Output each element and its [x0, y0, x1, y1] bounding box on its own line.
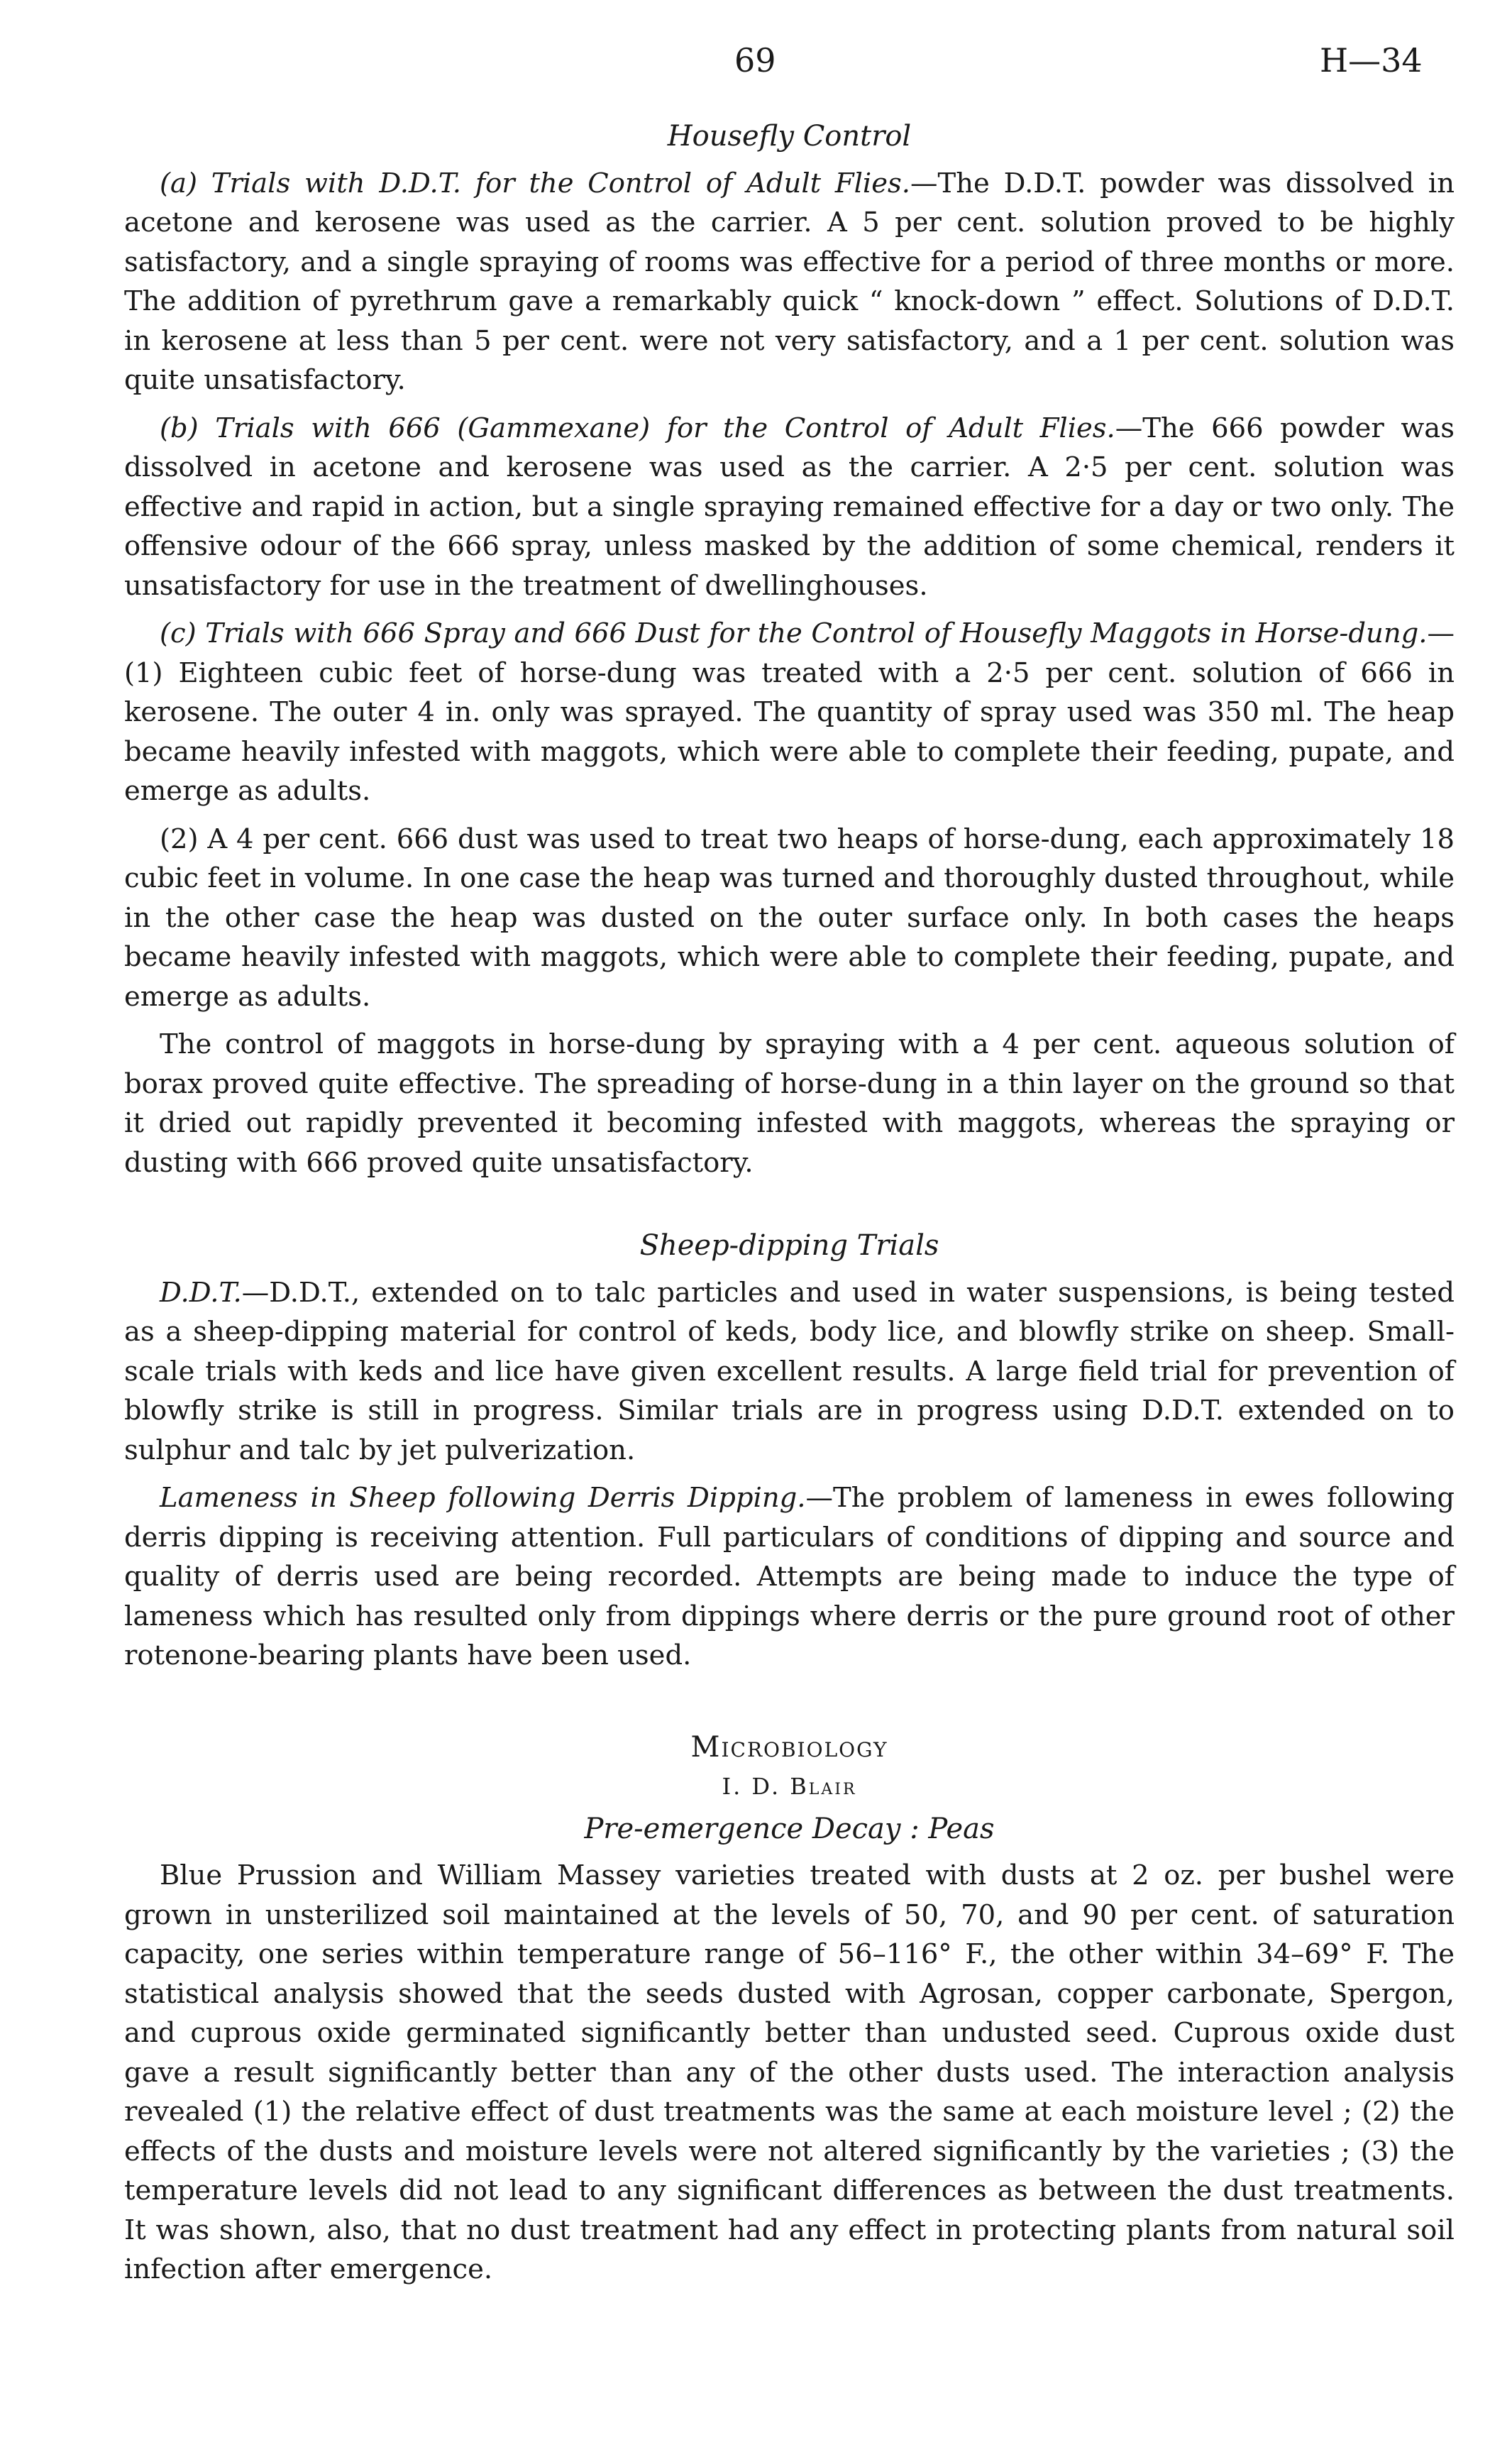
- paragraph-b: [124, 409, 1455, 606]
- paragraph-ddt-label: D.D.T.: [160, 1276, 242, 1309]
- running-head: [0, 41, 1512, 91]
- paragraph-lameness-text: —The problem of lameness in ewes following derris dipping is receiving attention. Full particulars of conditions of dipping and source and quality of derris used are being recorded. Attempts are being made to induce the type of lameness which has resulted only from dippings where derris or the pure ground root of other rotenone-bearing plants have been used.: [124, 1482, 1455, 1671]
- series-code: H—34: [1320, 41, 1423, 79]
- paragraph-c-text: —(1) Eighteen cubic feet of horse-dung was treated with a 2·5 per cent. solution of 666 in kerosene. The outer 4 in. only was sprayed. The quantity of spray used was 350 ml. The heap became heavily infested with maggots, which were able to complete their feeding, pupate, and emerge as adults.: [124, 617, 1455, 807]
- paragraph-a: [124, 164, 1455, 400]
- pre-emergence-heading: Pre-emergence Decay : Peas: [584, 1812, 995, 1845]
- paragraph-c: [124, 614, 1455, 811]
- paragraph-borax: The control of maggots in horse-dung by spraying with a 4 per cent. aqueous solution of borax proved quite effective. The spreading of horse-dung in a thin layer on the ground so that it dried out rapidly prevented it becoming infested with maggots, whereas the spraying or dusting with 666 proved quite unsatisfactory.: [124, 1028, 1455, 1179]
- paragraph-ddt: [124, 1273, 1455, 1471]
- sheep-heading: Sheep-dipping Trials: [639, 1229, 939, 1262]
- microbiology-title: Microbiology: [690, 1730, 888, 1764]
- body-column: [124, 117, 1455, 2298]
- paragraph-ddt-text: —D.D.T., extended on to talc particles and used in water suspensions, is being tested as a sheep-dipping material for control of keds, body lice, and blowfly strike on sheep. Small-scale trials with keds and lice have given excellent results. A large field trial for prevention of blowfly strike is still in progress. Similar trials are in progress using D.D.T. extended on to sulphur and talc by jet pulverization.: [124, 1276, 1455, 1466]
- paragraph-c2: (2) A 4 per cent. 666 dust was used to treat two heaps of horse-dung, each approximately 18 cubic feet in volume. In one case the heap was turned and thoroughly dusted throughout, while in the other case the heap was dusted on the outer surface only. In both cases the heaps became heavily infested with maggots, which were able to complete their feeding, pupate, and emerge as adults.: [124, 823, 1455, 1013]
- page-number: 69: [734, 41, 776, 79]
- paragraph-b-label: (b) Trials with 666 (Gammexane) for the Control of Adult Flies.: [160, 412, 1115, 444]
- paragraph-a-label: (a) Trials with D.D.T. for the Control of Adult Flies.: [160, 167, 911, 199]
- paragraph-lameness-label: Lameness in Sheep following Derris Dipping.: [160, 1482, 806, 1514]
- spacer: [124, 1191, 1455, 1226]
- spacer: [124, 1684, 1455, 1728]
- author-name: I. D. Blair: [722, 1773, 857, 1800]
- paragraph-b-text: —The 666 powder was dissolved in acetone and kerosene was used as the carrier. A 2·5 per cent. solution was effective and rapid in action, but a single spraying remained effective for a day or two only. The offensive odour of the 666 spray, unless masked by the addition of some chemical, renders it unsatisfactory for use in the treatment of dwellinghouses.: [124, 412, 1455, 602]
- paragraph-lameness: [124, 1478, 1455, 1676]
- paragraph-peas: Blue Prussion and William Massey varieties treated with dusts at 2 oz. per bushel were grown in unsterilized soil maintained at the levels of 50, 70, and 90 per cent. of saturation capacity, one series within temperature range of 56–116° F., the other within 34–69° F. The statistical analysis showed that the seeds dusted with Agrosan, copper carbonate, Spergon, and cuprous oxide germinated significantly better than undusted seed. Cuprous oxide dust gave a result significantly better than any of the other dusts used. The interaction analysis revealed (1) the relative effect of dust treatments was the same at each moisture level ; (2) the effects of the dusts and moisture levels were not altered significantly by the varieties ; (3) the temperature levels did not lead to any significant differences as between the dust treatments. It was shown, also, that no dust treatment had any effect in protecting plants from natural soil infection after emergence.: [124, 1859, 1455, 2285]
- housefly-heading: Housefly Control: [667, 120, 912, 153]
- paragraph-c-label: (c) Trials with 666 Spray and 666 Dust for the Control of Housefly Maggots in Horse-dung.: [160, 617, 1428, 649]
- paragraph-a-text: —The D.D.T. powder was dissolved in acetone and kerosene was used as the carrier. A 5 per cent. solution proved to be highly satisfactory, and a single spraying of rooms was effective for a period of three months or more. The addition of pyrethrum gave a remarkably quick “ knock-down ” effect. Solutions of D.D.T. in kerosene at less than 5 per cent. were not very satisfactory, and a 1 per cent. solution was quite unsatisfactory.: [124, 167, 1455, 396]
